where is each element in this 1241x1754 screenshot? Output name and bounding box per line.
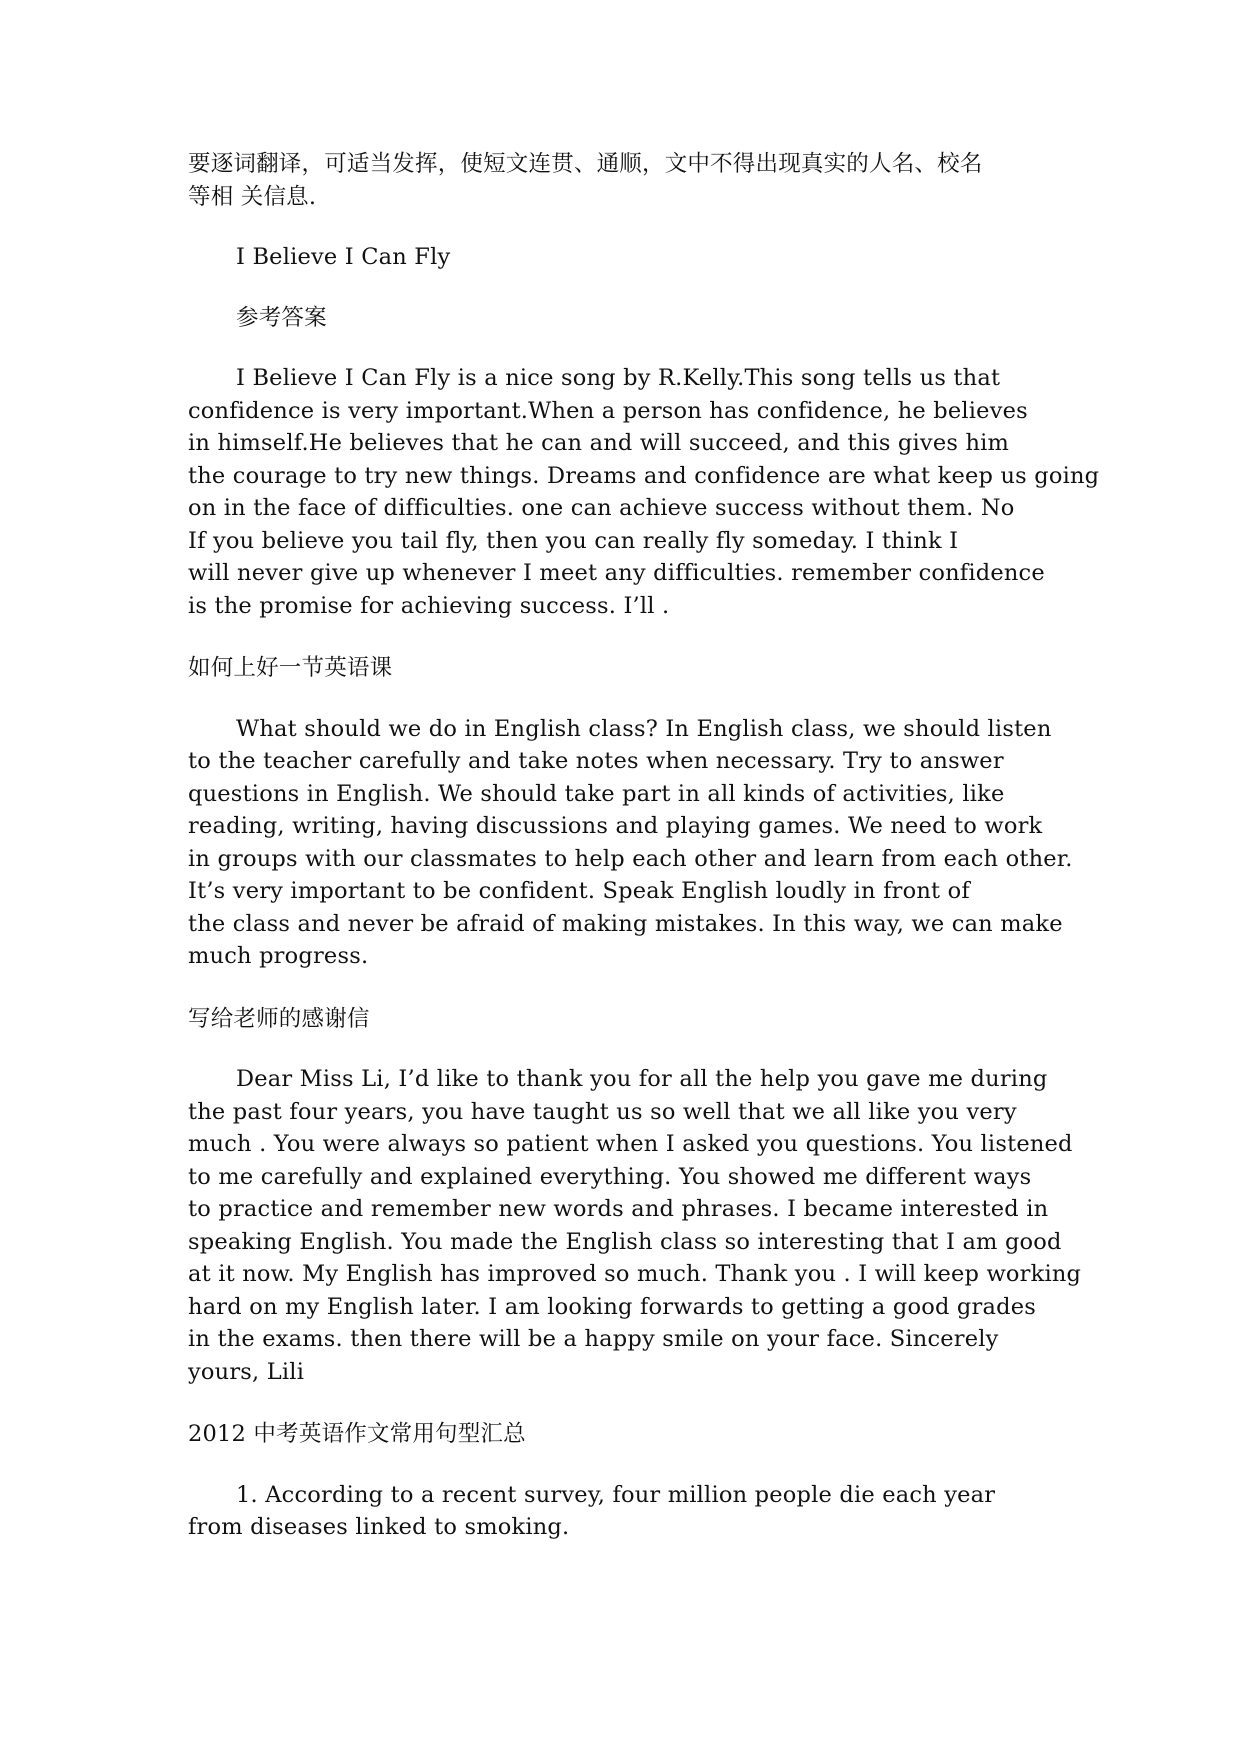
- essay-title: I Believe I Can Fly: [236, 244, 451, 270]
- section-heading: 2012 中考英语作文常用句型汇总: [188, 1421, 526, 1447]
- essay-paragraph: [188, 713, 1098, 973]
- text-line: reading, writing, having discussions and playing games. We need to work: [188, 813, 1043, 839]
- intro-paragraph: [188, 148, 1098, 213]
- text-line: to me carefully and explained everything. You showed me different ways: [188, 1163, 1032, 1190]
- text-line: in the exams. then there will be a happy smile on your face. Sincerely: [188, 1326, 999, 1352]
- text-line: the class and never be afraid of making mistakes. In this way, we can make: [188, 910, 1063, 937]
- text-line: the courage to try new things. Dreams and confidence are what keep us going: [188, 462, 1100, 489]
- text-line: questions in English. We should take part in all kinds of activities, like: [188, 780, 1005, 807]
- sentence-pattern-item: [188, 1479, 1098, 1544]
- text-line: It’s very important to be confident. Speak English loudly in front of: [188, 878, 970, 904]
- answer-label: 参考答案: [236, 304, 327, 331]
- text-line: What should we do in English class? In English class, we should listen: [236, 715, 1052, 742]
- text-line: in groups with our classmates to help each other and learn from each other.: [188, 845, 1073, 872]
- section-heading: 写给老师的感谢信: [188, 1005, 370, 1032]
- text-line: is the promise for achieving success. I’ll .: [188, 592, 670, 619]
- text-line: will never give up whenever I meet any difficulties. remember confidence: [188, 560, 1045, 586]
- document-page: [188, 148, 1098, 1544]
- text-line: from diseases linked to smoking.: [188, 1514, 570, 1540]
- text-line: 1. According to a recent survey, four million people die each year: [236, 1481, 996, 1508]
- text-line: in himself.He believes that he can and will succeed, and this gives him: [188, 430, 1010, 456]
- text-line: yours, Lili: [188, 1358, 305, 1385]
- essay-paragraph: [188, 362, 1098, 622]
- text-line: much progress.: [188, 943, 369, 969]
- text-line: much . You were always so patient when I asked you questions. You listened: [188, 1131, 1073, 1157]
- text-line: the past four years, you have taught us so well that we all like you very: [188, 1098, 1017, 1125]
- text-line: to practice and remember new words and phrases. I became interested in: [188, 1196, 1049, 1222]
- text-line: to the teacher carefully and take notes when necessary. Try to answer: [188, 748, 1004, 774]
- letter-paragraph: [188, 1063, 1098, 1388]
- text-line: confidence is very important.When a person has confidence, he believes: [188, 397, 1028, 424]
- text-line: hard on my English later. I am looking forwards to getting a good grades: [188, 1293, 1036, 1320]
- text-line: 等相 关信息.: [188, 183, 317, 210]
- text-line: Dear Miss Li, I’d like to thank you for all the help you gave me during: [236, 1066, 1048, 1092]
- text-line: on in the face of difficulties. one can achieve success without them. No: [188, 495, 1015, 521]
- section-heading: 如何上好一节英语课: [188, 655, 393, 681]
- text-line: I Believe I Can Fly is a nice song by R.Kelly.This song tells us that: [236, 365, 1001, 391]
- text-line: If you believe you tail fly, then you can really fly someday. I think I: [188, 527, 959, 554]
- text-line: at it now. My English has improved so much. Thank you . I will keep working: [188, 1261, 1082, 1287]
- text-line: speaking English. You made the English class so interesting that I am good: [188, 1228, 1062, 1255]
- text-line: 要逐词翻译，可适当发挥，使短文连贯、通顺，文中不得出现真实的人名、校名: [188, 151, 983, 177]
